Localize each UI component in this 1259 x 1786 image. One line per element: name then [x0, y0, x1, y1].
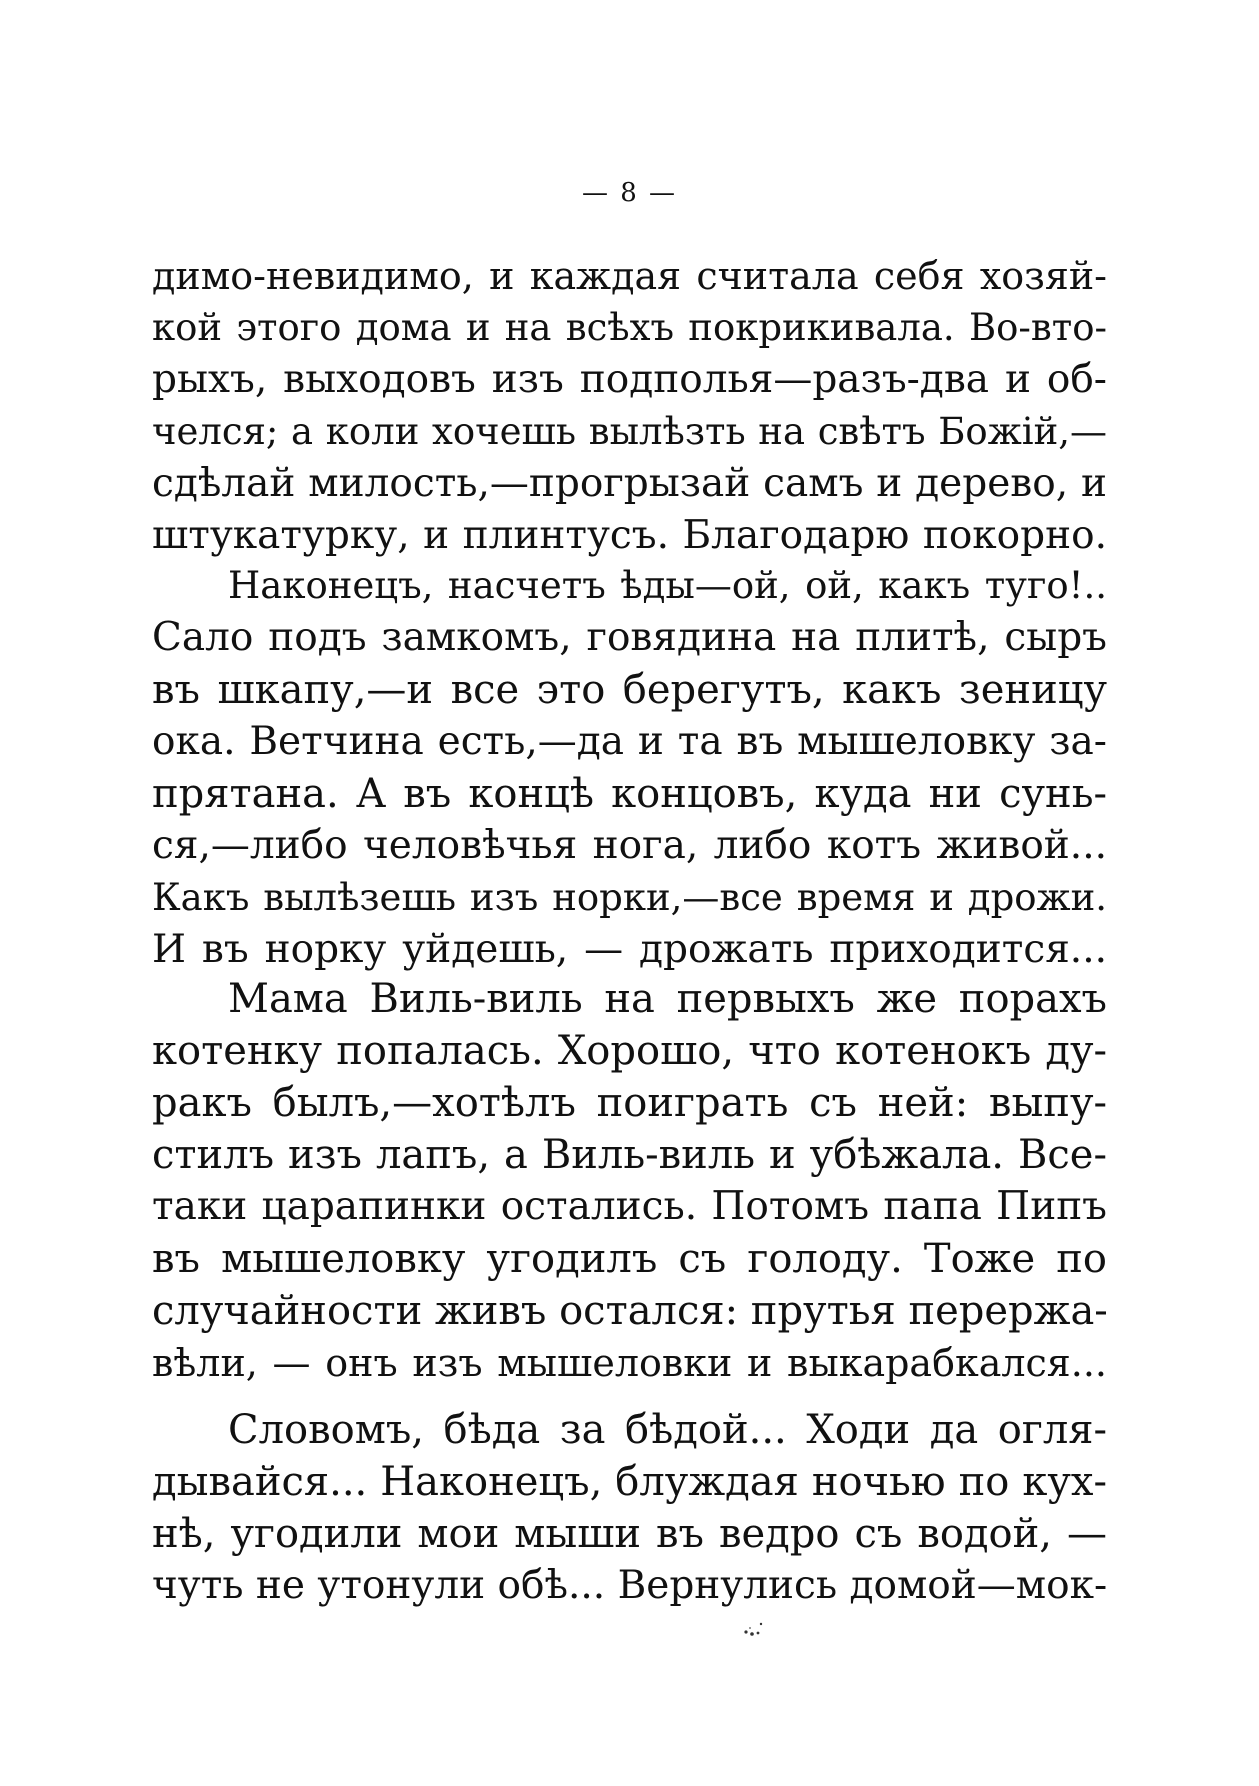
text-line: чуть не утонули обѣ... Вернулись домой—мок-: [152, 1563, 1108, 1608]
text-line: штукатурку, и плинтусъ. Благодарю покорно.: [152, 513, 1107, 558]
text-line: ока. Ветчина есть,—да и та въ мышеловку за-: [152, 719, 1107, 764]
text-line: случайности живъ остался: прутья перержа-: [152, 1288, 1108, 1334]
text-line: котенку попалась. Хорошо, что котенокъ ду-: [152, 1028, 1107, 1074]
text-line: прятана. А въ концѣ концовъ, куда ни сунь-: [152, 771, 1107, 817]
text-line: дывайся... Наконецъ, блуждая ночью по кух-: [152, 1459, 1107, 1505]
text-line: нѣ, угодили мои мыши въ ведро съ водой, —: [152, 1511, 1107, 1557]
text-line: кой этого дома и на всѣхъ покрикивала. Во-вто-: [152, 306, 1107, 349]
text-line: димо-невидимо, и каждая считала себя хозяй-: [152, 254, 1107, 298]
text-line: таки царапинки остались. Потомъ папа Пипъ: [152, 1184, 1107, 1229]
text-line: Наконецъ, насчетъ ѣды—ой, ой, какъ туго!..: [228, 564, 1107, 607]
paragraph-3: [152, 973, 1107, 1389]
text-line: рыхъ, выходовъ изъ подполья—разъ-два и об-: [152, 357, 1107, 402]
text-line: стилъ изъ лапъ, а Виль-виль и убѣжала. Все-: [152, 1132, 1107, 1178]
text-line: Словомъ, бѣда за бѣдой... Ходи да огля-: [228, 1407, 1107, 1453]
paragraph-4: [152, 1404, 1107, 1612]
text-line: ракъ былъ,—хотѣлъ поиграть съ ней: выпу-: [152, 1080, 1107, 1126]
page-number: — 8 —: [581, 178, 678, 208]
text-line: ся,—либо человѣчья нога, либо котъ живой...: [152, 823, 1107, 868]
print-speck-icon: [742, 1620, 764, 1638]
text-line: вѣли, — онъ изъ мышеловки и выкарабкался...: [152, 1341, 1107, 1385]
text-line: сдѣлай милость,—прогрызай самъ и дерево, и: [152, 461, 1107, 506]
text-line: въ мышеловку угодилъ съ голоду. Тоже по: [152, 1236, 1107, 1282]
text-line: челся; а коли хочешь вылѣзть на свѣтъ Божій,—: [152, 410, 1107, 453]
text-line: Какъ вылѣзешь изъ норки,—все время и дрожи.: [152, 876, 1107, 919]
text-line: Мама Виль-виль на первыхъ же порахъ: [228, 976, 1107, 1022]
text-line: И въ норку уйдешь, — дрожать приходится...: [152, 927, 1107, 972]
text-line: въ шкапу,—и все это берегутъ, какъ зеницу: [152, 667, 1107, 713]
text-line: Сало подъ замкомъ, говядина на плитѣ, сыръ: [152, 615, 1107, 660]
paragraph-2: [152, 560, 1107, 976]
paragraph-1: [152, 250, 1107, 562]
